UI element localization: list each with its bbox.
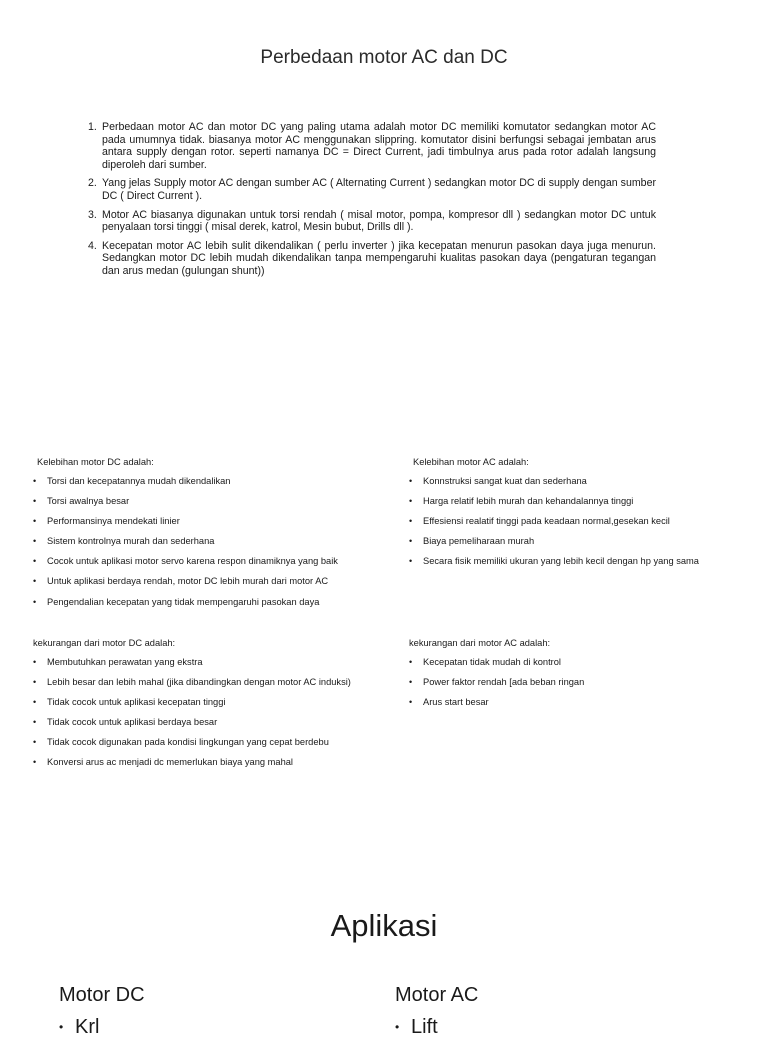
list-item-text: Biaya pemeliharaan murah — [423, 536, 535, 547]
ac-disadvantages-section — [409, 636, 761, 716]
list-item-text: Harga relatif lebih murah dan kehandalannya tinggi — [423, 496, 634, 507]
bullet-icon: • — [59, 1020, 64, 1034]
list-item — [395, 1014, 695, 1040]
ac-advantages-heading: Kelebihan motor AC adalah: — [413, 457, 529, 467]
bullet-icon: • — [33, 677, 37, 688]
list-item-text: Power faktor rendah [ada beban ringan — [423, 677, 585, 688]
list-item-text: Arus start besar — [423, 697, 489, 708]
dc-advantages-heading: Kelebihan motor DC adalah: — [37, 457, 154, 467]
bullet-icon: • — [409, 556, 413, 567]
bullet-icon: • — [409, 697, 413, 708]
bullet-icon: • — [409, 536, 413, 547]
bullet-icon: • — [33, 697, 37, 708]
bullet-icon: • — [409, 516, 413, 527]
difference-text: Motor AC biasanya digunakan untuk torsi rendah ( misal motor, pompa, kompresor dll ) sedangkan motor DC untuk penyalaan torsi tinggi ( misal derek, katrol, Mesin bubut, Drills dll ). — [102, 208, 656, 234]
dc-advantages-section — [33, 455, 403, 616]
dc-applications-list — [59, 1014, 359, 1040]
bullet-icon: • — [409, 677, 413, 688]
ac-advantages-section — [409, 455, 761, 575]
bullet-icon: • — [33, 596, 37, 607]
bullet-icon: • — [33, 516, 37, 527]
list-item — [33, 656, 403, 676]
list-item — [33, 535, 403, 555]
list-item — [409, 696, 761, 716]
list-item — [33, 596, 403, 616]
ac-applications-heading: Motor AC — [395, 984, 479, 1006]
difference-text: Kecepatan motor AC lebih sulit dikendalikan ( perlu inverter ) jika kecepatan menurun pasokan daya juga menurun. Sedangkan motor DC lebih mudah dikendalikan tanpa mempengaruhi kualitas pasokan daya (pengaturan tegangan dan arus medan (gulungan shunt)) — [102, 239, 656, 277]
ac-disadvantages-heading: kekurangan dari motor AC adalah: — [409, 638, 551, 648]
bullet-icon: • — [33, 476, 37, 486]
list-item-text: Secara fisik memiliki ukuran yang lebih kecil dengan hp yang sama — [423, 556, 699, 567]
list-item-text: Sistem kontrolnya murah dan sederhana — [47, 536, 215, 547]
bullet-icon: • — [33, 717, 37, 728]
bullet-icon: • — [409, 476, 413, 486]
applications-title: Aplikasi — [330, 908, 438, 943]
list-item-text: Tidak cocok untuk aplikasi berdaya besar — [47, 717, 218, 728]
bullet-icon: • — [33, 496, 37, 507]
difference-number: 1. — [88, 121, 97, 133]
list-item — [33, 696, 403, 716]
list-item-text: Lebih besar dan lebih mahal (jika dibandingkan dengan motor AC induksi) — [47, 677, 351, 688]
list-item — [409, 515, 761, 535]
bullet-icon: • — [33, 757, 37, 768]
dc-disadvantages-list — [33, 656, 403, 777]
bullet-icon: • — [33, 556, 37, 567]
list-item-text: Performansinya mendekati linier — [47, 516, 180, 527]
list-item-text: Konnstruksi sangat kuat dan sederhana — [423, 476, 587, 486]
dc-disadvantages-heading: kekurangan dari motor DC adalah: — [33, 638, 176, 648]
list-item-text: Pengendalian kecepatan yang tidak mempengaruhi pasokan daya — [47, 596, 320, 607]
list-item — [33, 756, 403, 776]
difference-item — [88, 209, 656, 234]
difference-number: 4. — [88, 239, 97, 252]
list-item-text: Effesiensi realatif tinggi pada keadaan normal,gesekan kecil — [423, 516, 670, 527]
list-item-text: Krl — [75, 1016, 100, 1038]
bullet-icon: • — [409, 657, 413, 667]
list-item — [59, 1014, 359, 1040]
list-item — [33, 515, 403, 535]
ac-applications-list — [395, 1014, 695, 1040]
list-item — [409, 676, 761, 696]
list-item — [409, 495, 761, 515]
dc-advantages-list — [33, 475, 403, 616]
difference-number: 2. — [88, 177, 97, 190]
list-item — [409, 555, 761, 575]
dc-disadvantages-section — [33, 636, 403, 777]
difference-text: Yang jelas Supply motor AC dengan sumber AC ( Alternating Current ) sedangkan motor DC di supply dengan sumber DC ( Direct Current ). — [102, 177, 656, 202]
list-item-text: Lift — [411, 1016, 438, 1038]
list-item — [409, 475, 761, 495]
difference-item — [88, 240, 656, 278]
list-item-text: Membutuhkan perawatan yang ekstra — [47, 657, 203, 667]
bullet-icon: • — [395, 1020, 400, 1034]
list-item-text: Torsi awalnya besar — [47, 496, 130, 507]
list-item — [409, 656, 761, 676]
ac-disadvantages-list — [409, 656, 761, 716]
list-item — [33, 676, 403, 696]
list-item-text: Cocok untuk aplikasi motor servo karena respon dinamiknya yang baik — [47, 556, 338, 567]
difference-number: 3. — [88, 208, 97, 221]
differences-list — [88, 121, 656, 284]
bullet-icon: • — [33, 536, 37, 547]
list-item-text: Tidak cocok digunakan pada kondisi lingkungan yang cepat berdebu — [47, 737, 329, 748]
list-item — [33, 736, 403, 756]
bullet-icon: • — [33, 576, 37, 587]
bullet-icon: • — [33, 737, 37, 748]
list-item-text: Untuk aplikasi berdaya rendah, motor DC lebih murah dari motor AC — [47, 576, 329, 587]
page-title: Perbedaan motor AC dan DC — [260, 47, 508, 68]
difference-item — [88, 177, 656, 202]
dc-applications-section — [59, 982, 359, 1040]
list-item — [33, 555, 403, 575]
list-item — [409, 535, 761, 555]
bullet-icon: • — [409, 496, 413, 507]
difference-item — [88, 121, 656, 171]
list-item — [33, 475, 403, 495]
bullet-icon: • — [33, 657, 37, 667]
difference-text: Perbedaan motor AC dan motor DC yang paling utama adalah motor DC memiliki komutator sedangkan motor AC pada umumnya tidak. biasanya motor AC menggunakan slippring. komutator disini berfungsi sebagai jembatan arus antara supply dengan rotor. seperti namanya DC = Direct Current, jadi timbulnya arus pada rotor adalah langsung diperoleh dari sumber. — [102, 121, 656, 171]
list-item — [33, 495, 403, 515]
list-item-text: Konversi arus ac menjadi dc memerlukan biaya yang mahal — [47, 757, 293, 768]
list-item — [33, 575, 403, 595]
list-item — [33, 716, 403, 736]
dc-applications-heading: Motor DC — [59, 984, 145, 1006]
ac-applications-section — [395, 982, 695, 1040]
list-item-text: Torsi dan kecepatannya mudah dikendalikan — [47, 476, 231, 486]
list-item-text: Tidak cocok untuk aplikasi kecepatan tinggi — [47, 697, 226, 708]
ac-advantages-list — [409, 475, 761, 575]
list-item-text: Kecepatan tidak mudah di kontrol — [423, 657, 561, 667]
